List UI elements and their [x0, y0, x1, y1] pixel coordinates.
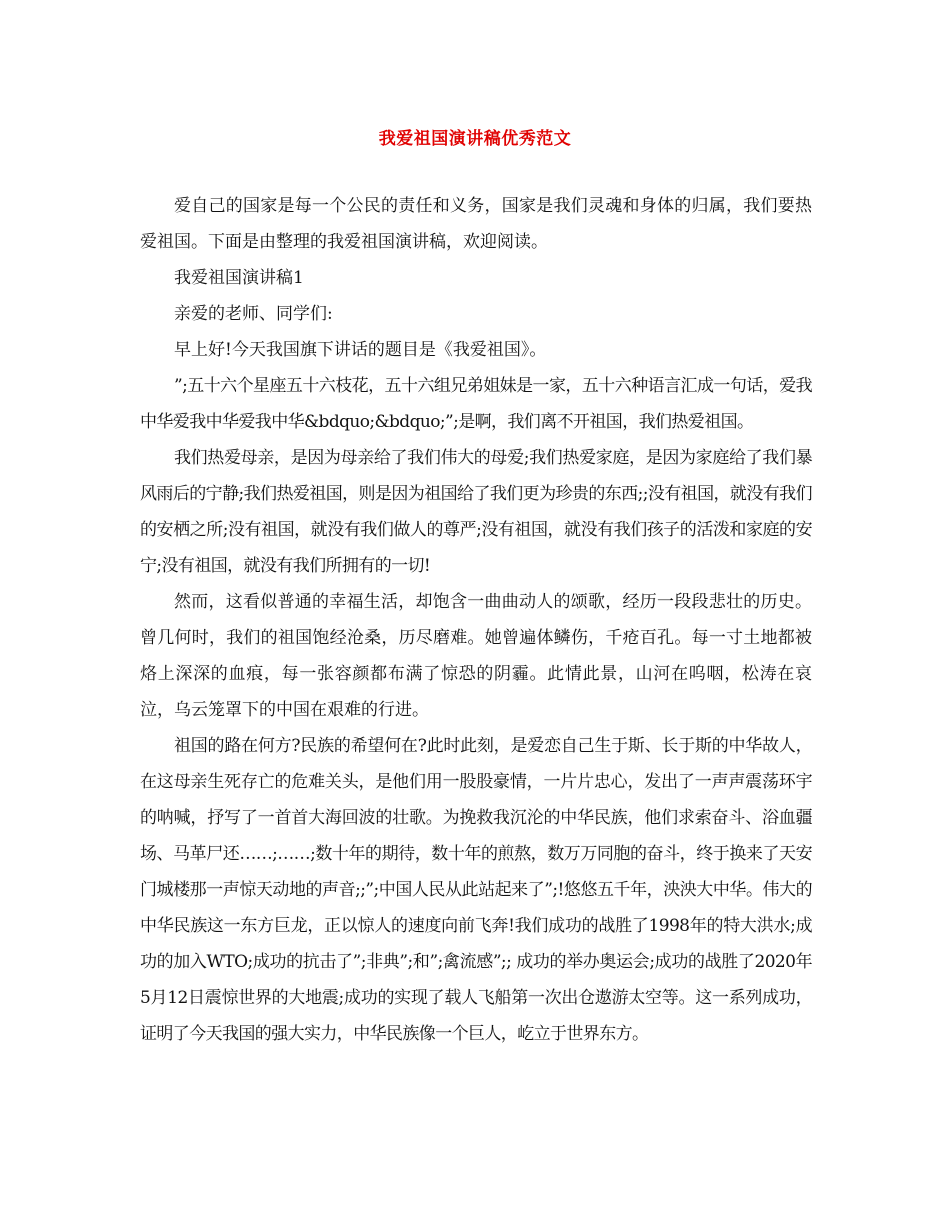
- paragraph-salutation: 亲爱的老师、同学们:: [174, 304, 333, 324]
- paragraph-intro: 爱自己的国家是每一个公民的责任和义务，国家是我们灵魂和身体的归属，我们要热爱祖国。下面是由整理的我爱祖国演讲稿，欢迎阅读。: [140, 196, 812, 252]
- document-title: 我爱祖国演讲稿优秀范文: [378, 129, 572, 149]
- paragraph-achievements: 祖国的路在何方?民族的希望何在?此时此刻，是爱恋自己生于斯、长于斯的中华故人，在这母亲生死存亡的危难关头，是他们用一股股豪情，一片片忠心，发出了一声声震荡环宇的呐喊，抒写了一首首大海回波的壮歌。为挽救我沉沦的中华民族，他们求索奋斗、浴血疆场、马革尸还……;……;数十年的期待，数十年的煎熬，数万万同胞的奋斗，终于换来了天安门城楼那一声惊天动地的声音;;”;中国人民从此站起来了”;!悠悠五千年，泱泱大中华。伟大的中华民族这一东方巨龙，正以惊人的速度向前飞奔!我们成功的战胜了1998年的特大洪水;成功的加入WTO;成功的抗击了”;非典”;和”;禽流感”;; 成功的举办奥运会;成功的战胜了2020年5月12日震惊世界的大地震;成功的实现了载人飞船第一次出仓遨游太空等。这一系列成功，证明了今天我国的强大实力，中华民族像一个巨人，屹立于世界东方。: [140, 736, 812, 1044]
- document-body: [140, 188, 812, 1052]
- paragraph-song: ”;五十六个星座五十六枝花，五十六组兄弟姐妹是一家，五十六种语言汇成一句话，爱我中华爱我中华爱我中华&bdquo;&bdquo;”;是啊，我们离不开祖国，我们热爱祖国。: [140, 376, 812, 432]
- paragraph-greeting: 早上好!今天我国旗下讲话的题目是《我爱祖国》。: [174, 340, 547, 360]
- paragraph-history: 然而，这看似普通的幸福生活，却饱含一曲曲动人的颂歌，经历一段段悲壮的历史。 曾几何时，我们的祖国饱经沧桑，历尽磨难。她曾遍体鳞伤，千疮百孔。每一寸土地都被烙上深深的血痕，每一张容颜都布满了惊恐的阴霾。此情此景，山河在呜咽，松涛在哀泣，乌云笼罩下的中国在艰难的行进。: [140, 592, 812, 720]
- paragraph-speech-heading: 我爱祖国演讲稿1: [174, 268, 304, 288]
- paragraph-love-mother: 我们热爱母亲，是因为母亲给了我们伟大的母爱;我们热爱家庭，是因为家庭给了我们暴风雨后的宁静;我们热爱祖国，则是因为祖国给了我们更为珍贵的东西;;没有祖国，就没有我们的安栖之所;没有祖国，就没有我们做人的尊严;没有祖国，就没有我们孩子的活泼和家庭的安宁;没有祖国，就没有我们所拥有的一切!: [140, 448, 812, 576]
